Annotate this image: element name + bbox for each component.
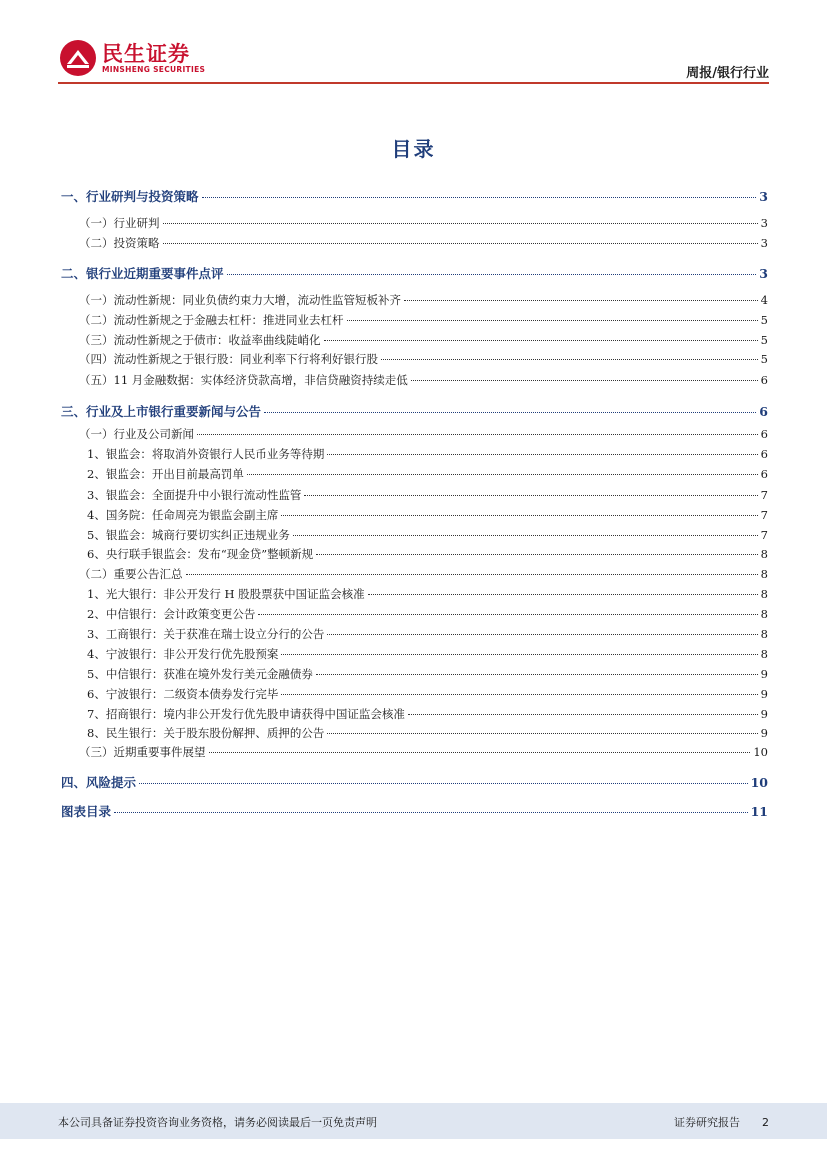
toc-entry[interactable] bbox=[61, 332, 768, 352]
toc-leader-dots bbox=[347, 320, 758, 321]
toc-entry-page: 9 bbox=[760, 687, 768, 701]
toc-leader-dots bbox=[264, 412, 756, 413]
page-footer bbox=[0, 1103, 827, 1139]
toc-entry[interactable] bbox=[61, 566, 768, 586]
toc-entry-page: 10 bbox=[750, 775, 768, 790]
toc-entry-page: 3 bbox=[760, 236, 768, 250]
toc-entry-page: 6 bbox=[760, 467, 768, 481]
toc-entry[interactable] bbox=[61, 187, 768, 207]
toc-entry[interactable] bbox=[61, 264, 768, 284]
toc-entry-title: 3、银监会：全面提升中小银行流动性监管 bbox=[87, 488, 302, 502]
toc-entry-title: （二）流动性新规之于金融去杠杆：推进同业去杠杆 bbox=[79, 313, 344, 327]
toc-leader-dots bbox=[316, 674, 758, 675]
toc-leader-dots bbox=[316, 554, 758, 555]
toc-leader-dots bbox=[293, 535, 758, 536]
toc-entry-title: 一、行业研判与投资策略 bbox=[61, 189, 199, 204]
toc-entry-page: 8 bbox=[760, 587, 768, 601]
toc-leader-dots bbox=[327, 733, 757, 734]
toc-entry-page: 7 bbox=[760, 528, 768, 542]
toc-entry-page: 6 bbox=[759, 404, 768, 419]
footer-disclaimer: 本公司具备证券投资咨询业务资格，请务必阅读最后一页免责声明 bbox=[58, 1116, 377, 1129]
toc-leader-dots bbox=[258, 614, 757, 615]
toc-entry-page: 11 bbox=[750, 804, 768, 819]
toc-leader-dots bbox=[304, 495, 757, 496]
toc-entry[interactable] bbox=[61, 646, 768, 666]
toc-entry[interactable] bbox=[61, 725, 768, 745]
toc-entry-title: 1、光大银行：非公开发行 H 股股票获中国证监会核准 bbox=[87, 587, 365, 601]
toc-entry[interactable] bbox=[61, 802, 768, 822]
toc-entry[interactable] bbox=[61, 446, 768, 466]
toc-leader-dots bbox=[197, 434, 758, 435]
toc-entry[interactable] bbox=[61, 235, 768, 255]
footer-right bbox=[674, 1114, 769, 1130]
toc-entry-page: 5 bbox=[760, 333, 768, 347]
toc-entry-title: （二）重要公告汇总 bbox=[79, 567, 183, 581]
toc-entry-title: 四、风险提示 bbox=[61, 775, 137, 790]
toc-leader-dots bbox=[327, 634, 757, 635]
toc-entry-page: 8 bbox=[760, 547, 768, 561]
toc-entry-title: （五）11 月金融数据：实体经济贷款高增，非信贷融资持续走低 bbox=[79, 373, 408, 387]
toc-entry-title: 1、银监会：将取消外资银行人民币业务等待期 bbox=[87, 447, 325, 461]
toc-entry-title: 5、银监会：城商行要切实纠正违规业务 bbox=[87, 528, 290, 542]
toc-entry-title: （二）投资策略 bbox=[79, 236, 160, 250]
toc-entry[interactable] bbox=[61, 215, 768, 235]
toc-entry-title: （三）近期重要事件展望 bbox=[79, 745, 206, 759]
toc-entry-title: 6、宁波银行：二级资本债券发行完毕 bbox=[87, 687, 279, 701]
toc-entry-title: 8、民生银行：关于股东股份解押、质押的公告 bbox=[87, 726, 325, 740]
toc-entry[interactable] bbox=[61, 292, 768, 312]
toc-entry-page: 9 bbox=[760, 667, 768, 681]
toc-leader-dots bbox=[114, 812, 748, 813]
toc-leader-dots bbox=[139, 783, 748, 784]
toc-leader-dots bbox=[324, 340, 758, 341]
toc-leader-dots bbox=[368, 594, 758, 595]
toc-entry[interactable] bbox=[61, 507, 768, 527]
toc-entry-title: 7、招商银行：境内非公开发行优先股申请获得中国证监会核准 bbox=[87, 707, 405, 721]
toc-leader-dots bbox=[281, 654, 757, 655]
toc-leader-dots bbox=[327, 454, 757, 455]
toc-entry-title: 2、银监会：开出目前最高罚单 bbox=[87, 467, 244, 481]
toc-title: 目录 bbox=[391, 137, 436, 161]
toc-entry-page: 3 bbox=[760, 216, 768, 230]
toc-entry-page: 8 bbox=[760, 607, 768, 621]
toc-entry[interactable] bbox=[61, 426, 768, 446]
toc-entry-page: 8 bbox=[760, 627, 768, 641]
page-header bbox=[0, 0, 827, 90]
toc-entry-title: （四）流动性新规之于银行股：同业利率下行将利好银行股 bbox=[79, 352, 378, 366]
toc-entry-page: 9 bbox=[760, 707, 768, 721]
minsheng-logo-icon bbox=[58, 38, 98, 78]
toc-entry-page: 3 bbox=[759, 266, 768, 281]
toc-entry-title: 5、中信银行：获准在境外发行美元金融债券 bbox=[87, 667, 313, 681]
toc-leader-dots bbox=[281, 694, 757, 695]
toc-entry-title: 2、中信银行：会计政策变更公告 bbox=[87, 607, 256, 621]
toc-leader-dots bbox=[381, 359, 758, 360]
toc-leader-dots bbox=[163, 223, 758, 224]
toc-entry-title: （一）行业研判 bbox=[79, 216, 160, 230]
toc-entry-page: 6 bbox=[760, 427, 768, 441]
toc-entry-title: 三、行业及上市银行重要新闻与公告 bbox=[61, 404, 262, 419]
toc-entry[interactable] bbox=[61, 666, 768, 686]
toc-entry-page: 4 bbox=[760, 293, 768, 307]
toc-entry-page: 8 bbox=[760, 567, 768, 581]
toc-entry-title: 6、央行联手银监会：发布“现金贷”整顿新规 bbox=[87, 547, 314, 561]
toc-leader-dots bbox=[281, 515, 757, 516]
toc-entry[interactable] bbox=[61, 312, 768, 332]
toc-entry[interactable] bbox=[61, 402, 768, 422]
toc-entry-page: 7 bbox=[760, 508, 768, 522]
toc-entry-page: 5 bbox=[760, 352, 768, 366]
toc-entry[interactable] bbox=[61, 586, 768, 606]
toc-entry[interactable] bbox=[61, 706, 768, 726]
report-category: 周报/银行行业 bbox=[686, 66, 769, 81]
toc-leader-dots bbox=[202, 197, 757, 198]
toc-entry[interactable] bbox=[61, 546, 768, 566]
logo-chinese-name: 民生证券 bbox=[102, 42, 190, 66]
toc-entry[interactable] bbox=[61, 487, 768, 507]
toc-leader-dots bbox=[209, 752, 751, 753]
logo-english-name: MINSHENG SECURITIES bbox=[102, 65, 206, 74]
toc-entry[interactable] bbox=[61, 606, 768, 626]
page-number: 2 bbox=[762, 1116, 769, 1129]
toc-leader-dots bbox=[227, 274, 757, 275]
toc-leader-dots bbox=[163, 243, 758, 244]
toc-leader-dots bbox=[411, 380, 758, 381]
toc-entry-title: （一）行业及公司新闻 bbox=[79, 427, 194, 441]
toc-leader-dots bbox=[408, 714, 758, 715]
toc-entry-title: 3、工商银行：关于获准在瑞士设立分行的公告 bbox=[87, 627, 325, 641]
toc-leader-dots bbox=[186, 574, 758, 575]
toc-entry-page: 3 bbox=[759, 189, 768, 204]
toc-leader-dots bbox=[404, 300, 758, 301]
toc-entry[interactable] bbox=[61, 686, 768, 706]
toc-entry[interactable] bbox=[61, 466, 768, 486]
toc-entry[interactable] bbox=[61, 351, 768, 371]
toc-entry-title: 二、银行业近期重要事件点评 bbox=[61, 266, 224, 281]
header-divider bbox=[58, 82, 769, 84]
toc-entry-page: 10 bbox=[753, 745, 768, 759]
toc-entry-title: 图表目录 bbox=[61, 804, 112, 819]
toc-entry-title: 4、宁波银行：非公开发行优先股预案 bbox=[87, 647, 279, 661]
toc-entry[interactable] bbox=[61, 372, 768, 392]
toc-entry-page: 5 bbox=[760, 313, 768, 327]
toc-entry[interactable] bbox=[61, 744, 768, 764]
toc-leader-dots bbox=[247, 474, 758, 475]
toc-entry[interactable] bbox=[61, 626, 768, 646]
toc-entry-page: 9 bbox=[760, 726, 768, 740]
toc-entry-page: 7 bbox=[760, 488, 768, 502]
footer-report-type: 证券研究报告 bbox=[674, 1116, 740, 1129]
toc-entry[interactable] bbox=[61, 527, 768, 547]
toc-entry-title: 4、国务院：任命周亮为银监会副主席 bbox=[87, 508, 279, 522]
company-logo bbox=[58, 38, 218, 80]
toc-entry[interactable] bbox=[61, 773, 768, 793]
toc-entry-page: 6 bbox=[760, 373, 768, 387]
toc-entry-title: （一）流动性新规：同业负债约束力大增，流动性监管短板补齐 bbox=[79, 293, 401, 307]
toc-entry-page: 6 bbox=[760, 447, 768, 461]
toc-entry-title: （三）流动性新规之于债市：收益率曲线陡峭化 bbox=[79, 333, 321, 347]
toc-entry-page: 8 bbox=[760, 647, 768, 661]
